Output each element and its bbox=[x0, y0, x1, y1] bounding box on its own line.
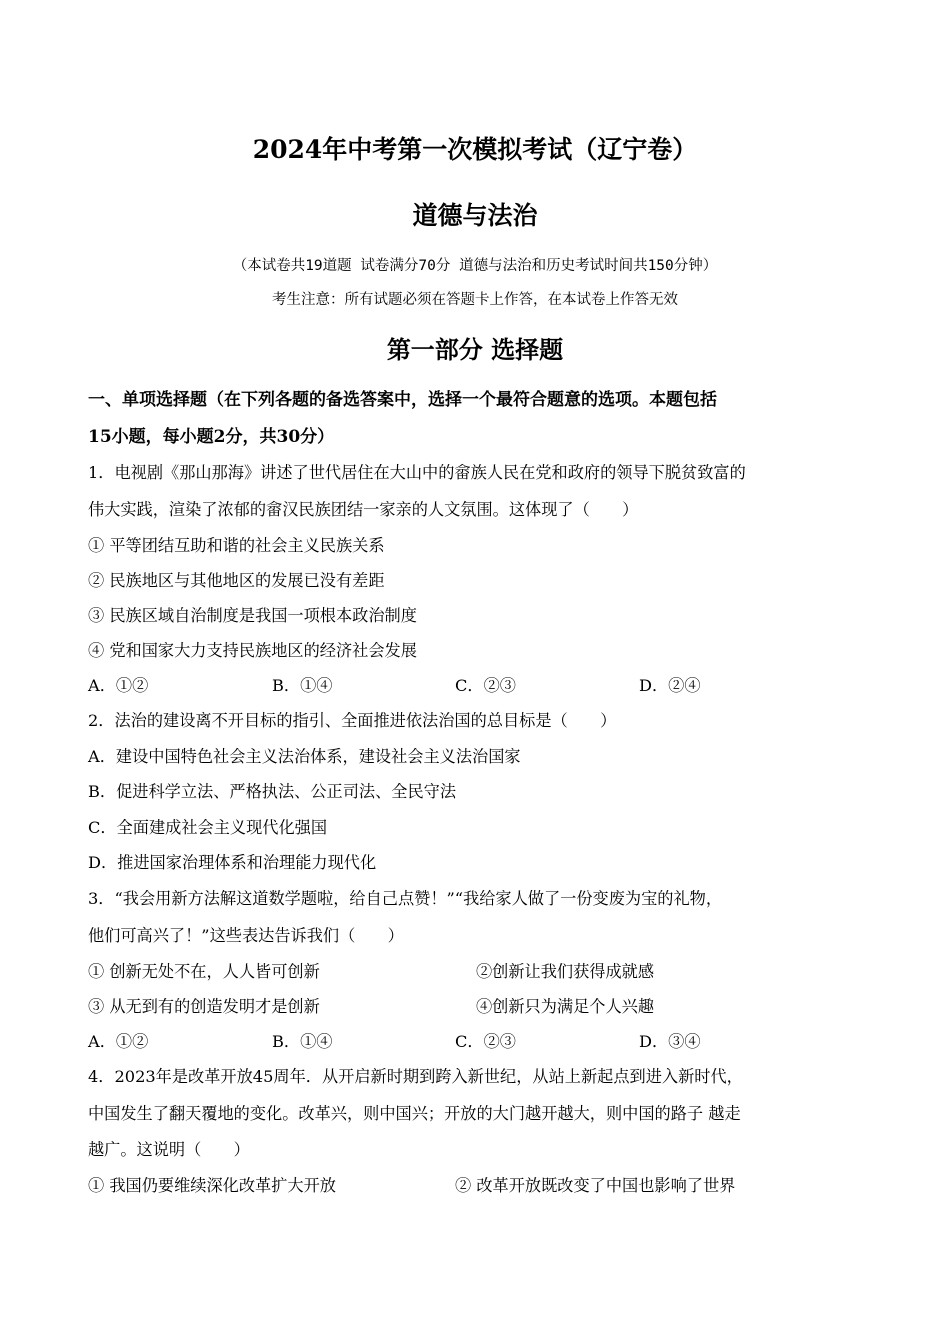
q1-option-c: C．②③ bbox=[455, 676, 516, 695]
q2-option-c: C．全面建成社会主义现代化强国 bbox=[88, 818, 328, 837]
q2-option-d: D．推进国家治理体系和治理能力现代化 bbox=[88, 853, 377, 872]
q1-option-b: B．①④ bbox=[272, 676, 333, 695]
section-heading-line1: 一、单项选择题（在下列各题的备选答案中，选择一个最符合题意的选项。本题包括 bbox=[88, 390, 717, 410]
q4-stem-line1: 4．2023年是改革开放45周年．从开启新时期到跨入新世纪，从站上新起点到进入新时代， bbox=[88, 1067, 743, 1086]
q4-stem-line3: 越广。这说明（ ） bbox=[88, 1140, 250, 1159]
q1-item-3: ③ 民族区域自治制度是我国一项根本政治制度 bbox=[88, 606, 417, 625]
q2-stem: 2．法治的建设离不开目标的指引、全面推进依法治国的总目标是（ ） bbox=[88, 711, 617, 730]
q3-option-a: A．①② bbox=[88, 1032, 149, 1051]
q1-item-2: ② 民族地区与其他地区的发展已没有差距 bbox=[88, 571, 385, 590]
q2-option-a: A．建设中国特色社会主义法治体系，建设社会主义法治国家 bbox=[88, 747, 521, 766]
q1-stem-line2: 伟大实践，渲染了浓郁的畲汉民族团结一家亲的人文氛围。这体现了（ ） bbox=[88, 500, 639, 519]
q4-stem-line2: 中国发生了翻天覆地的变化。改革兴，则中国兴；开放的大门越开越大，则中国的路子 越走 bbox=[88, 1104, 741, 1123]
q3-option-d: D．③④ bbox=[639, 1032, 701, 1051]
q3-stem-line1: 3．“我会用新方法解这道数学题啦，给自己点赞！”“我给家人做了一份变废为宝的礼物， bbox=[88, 889, 723, 908]
subject-title: 道德与法治 bbox=[412, 201, 538, 230]
q3-option-b: B．①④ bbox=[272, 1032, 333, 1051]
exam-title: 2024年中考第一次模拟考试（辽宁卷） bbox=[252, 135, 698, 164]
q1-stem-line1: 1．电视剧《那山那海》讲述了世代居住在大山中的畲族人民在党和政府的领导下脱贫致富的 bbox=[88, 463, 746, 482]
q3-item-2: ②创新让我们获得成就感 bbox=[476, 962, 655, 981]
exam-notice: 考生注意：所有试题必须在答题卡上作答，在本试卷上作答无效 bbox=[272, 292, 678, 308]
q4-item-1: ① 我国仍要维续深化改革扩大开放 bbox=[88, 1176, 336, 1195]
q1-option-d: D．②④ bbox=[639, 676, 701, 695]
section-heading-line2: 15小题，每小题2分，共30分） bbox=[88, 427, 335, 447]
q3-item-4: ④创新只为满足个人兴趣 bbox=[476, 997, 655, 1016]
q3-item-3: ③ 从无到有的创造发明才是创新 bbox=[88, 997, 320, 1016]
q1-item-1: ① 平等团结互助和谐的社会主义民族关系 bbox=[88, 536, 385, 555]
q2-option-b: B．促进科学立法、严格执法、公正司法、全民守法 bbox=[88, 782, 457, 801]
q3-stem-line2: 他们可高兴了！”这些表达告诉我们（ ） bbox=[88, 926, 404, 945]
q1-option-a: A．①② bbox=[88, 676, 149, 695]
exam-info: （本试卷共19道题 试卷满分70分 道德与法治和历史考试时间共150分钟） bbox=[232, 258, 718, 274]
q3-item-1: ① 创新无处不在，人人皆可创新 bbox=[88, 962, 320, 981]
q1-item-4: ④ 党和国家大力支持民族地区的经济社会发展 bbox=[88, 641, 417, 660]
q3-option-c: C．②③ bbox=[455, 1032, 516, 1051]
q4-item-2: ② 改革开放既改变了中国也影响了世界 bbox=[455, 1176, 736, 1195]
part-heading: 第一部分 选择题 bbox=[386, 335, 564, 364]
